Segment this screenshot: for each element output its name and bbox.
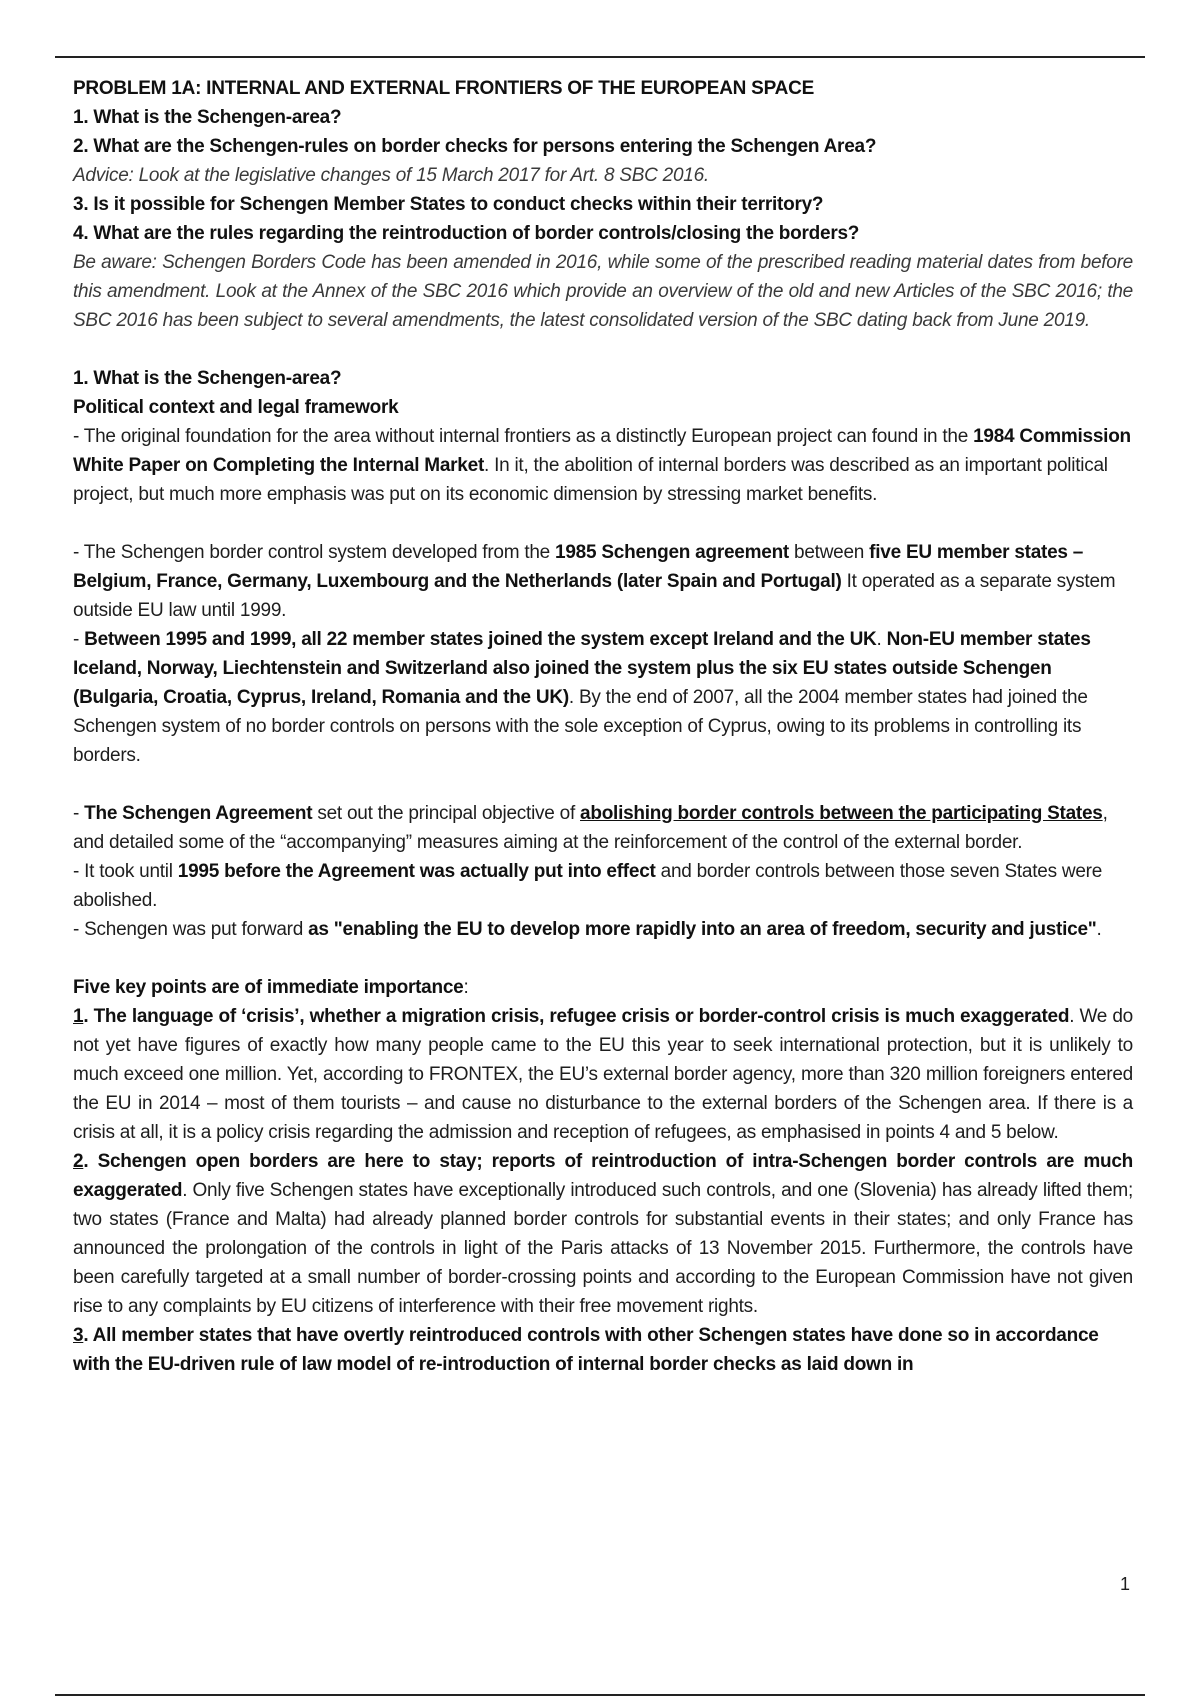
text-run-bold: 1984 Commission White Paper on Completing the Internal Market xyxy=(73,426,1131,476)
section-subheading: Political context and legal framework xyxy=(73,397,399,418)
text-run: , and detailed some of the “accompanying” measures aiming at the reinforcement of the control of the external border. xyxy=(73,803,1108,853)
question-4: 4. What are the rules regarding the reintroduction of border controls/closing the borders? xyxy=(73,223,860,244)
question-2: 2. What are the Schengen-rules on border checks for persons entering the Schengen Area? xyxy=(73,136,877,157)
text-run-bold: Between 1995 and 1999, all 22 member states joined the system except Ireland and the UK xyxy=(84,629,877,650)
top-rule xyxy=(55,56,1145,58)
spacer xyxy=(73,509,1133,538)
text-run: - It took until xyxy=(73,861,178,882)
text-run-bold: 1985 Schengen agreement xyxy=(555,542,790,563)
text-run: . xyxy=(1096,919,1102,940)
paragraph-agreement xyxy=(73,799,1133,857)
key-point-2 xyxy=(73,1147,1133,1321)
paragraph-white-paper xyxy=(73,422,1133,509)
key-points-intro xyxy=(73,973,1133,1002)
bottom-rule xyxy=(55,1694,1145,1696)
text-run: : xyxy=(463,977,469,998)
text-run-bold: 1995 before the Agreement was actually put into effect xyxy=(177,861,656,882)
text-run: . We do not yet have figures of exactly how many people came to the EU this year to seek international protection, but it is unlikely to much exceed one million. Yet, according to FRONTEX, the EU’s external border agency, more than 320 million foreigners entered the EU in 2014 – most of them tourists – and cause no disturbance to the external borders of the Schengen area. If there is a crisis at all, it is a policy crisis regarding the admission and reception of refugees, as emphasised in points 4 and 5 below. xyxy=(73,1006,1133,1143)
text-run-bold: . All member states that have overtly reintroduced controls with other Schengen states have done so in accordance with the EU-driven rule of law model of re-introduction of internal border checks as laid down in xyxy=(73,1325,1099,1375)
question-3: 3. Is it possible for Schengen Member States to conduct checks within their territory? xyxy=(73,194,824,215)
text-run: . xyxy=(876,629,887,650)
problem-title: PROBLEM 1A: INTERNAL AND EXTERNAL FRONTIERS OF THE EUROPEAN SPACE xyxy=(73,78,814,99)
text-run-bold: . The language of ‘crisis’, whether a migration crisis, refugee crisis or border-control crisis is much exaggerated xyxy=(83,1006,1070,1027)
paragraph-1995 xyxy=(73,857,1133,915)
text-run: . By the end of 2007, all the 2004 member states had joined the Schengen system of no border controls on persons with the sole exception of Cyprus, owing to its problems in controlling its borders. xyxy=(73,687,1088,766)
paragraph-schengen-origin xyxy=(73,538,1133,625)
document-page xyxy=(73,74,1133,1379)
text-run: set out the principal objective of xyxy=(312,803,581,824)
text-run-bold: Non-EU member states Iceland, Norway, Liechtenstein and Switzerland also joined the system plus the six EU states outside Schengen (Bulgaria, Croatia, Cyprus, Ireland, Romania and the UK) xyxy=(73,629,1091,708)
text-run: and border controls between those seven States were abolished. xyxy=(73,861,1103,911)
text-run: - The Schengen border control system developed from the xyxy=(73,542,556,563)
key-point-1 xyxy=(73,1002,1133,1147)
paragraph-freedom xyxy=(73,915,1133,944)
text-run-bold: Five key points are of immediate importance xyxy=(73,977,464,998)
key-point-number: 3 xyxy=(73,1325,84,1346)
page-number: 1 xyxy=(1119,1574,1130,1594)
text-run-bold: The Schengen Agreement xyxy=(84,803,313,824)
text-run: - xyxy=(73,803,85,824)
spacer xyxy=(73,335,1133,364)
paragraph-membership xyxy=(73,625,1133,770)
spacer xyxy=(73,944,1133,973)
key-point-3 xyxy=(73,1321,1133,1379)
text-run: - The original foundation for the area without internal frontiers as a distinctly European project can found in the xyxy=(73,426,974,447)
text-run: between xyxy=(789,542,870,563)
text-run: - xyxy=(73,629,85,650)
question-1: 1. What is the Schengen-area? xyxy=(73,107,342,128)
text-run-bold: as "enabling the EU to develop more rapidly into an area of freedom, security and justice" xyxy=(308,919,1097,940)
advice-note: Advice: Look at the legislative changes of 15 March 2017 for Art. 8 SBC 2016. xyxy=(73,165,709,186)
text-run: - Schengen was put forward xyxy=(73,919,309,940)
text-run-bold-underlined: abolishing border controls between the participating States xyxy=(580,803,1103,824)
key-point-number: 1 xyxy=(73,1006,84,1027)
key-point-number: 2 xyxy=(73,1151,84,1172)
text-run: . In it, the abolition of internal borders was described as an important political project, but much more emphasis was put on its economic dimension by stressing market benefits. xyxy=(73,455,1108,505)
section-heading: 1. What is the Schengen-area? xyxy=(73,368,342,389)
text-run-bold: five EU member states – Belgium, France, Germany, Luxembourg and the Netherlands (later Spain and Portugal) xyxy=(73,542,1084,592)
spacer xyxy=(73,770,1133,799)
text-run: It operated as a separate system outside EU law until 1999. xyxy=(73,571,1116,621)
text-run: . Only five Schengen states have exceptionally introduced such controls, and one (Slovenia) has already lifted them; two states (France and Malta) had already planned border controls for substantial events in their states; and only France has announced the prolongation of the controls in light of the Paris attacks of 13 November 2015. Furthermore, the controls have been carefully targeted at a small number of border-crossing points and according to the European Commission have not given rise to any complaints by EU citizens of interference with their free movement rights. xyxy=(73,1180,1133,1317)
aware-note: Be aware: Schengen Borders Code has been amended in 2016, while some of the prescribed reading material dates from before this amendment. Look at the Annex of the SBC 2016 which provide an overview of the old and new Articles of the SBC 2016; the SBC 2016 has been subject to several amendments, the latest consolidated version of the SBC dating back from June 2019. xyxy=(73,252,1133,331)
text-run-bold: . Schengen open borders are here to stay; reports of reintroduction of intra-Schengen border controls are much exaggerated xyxy=(73,1151,1133,1201)
